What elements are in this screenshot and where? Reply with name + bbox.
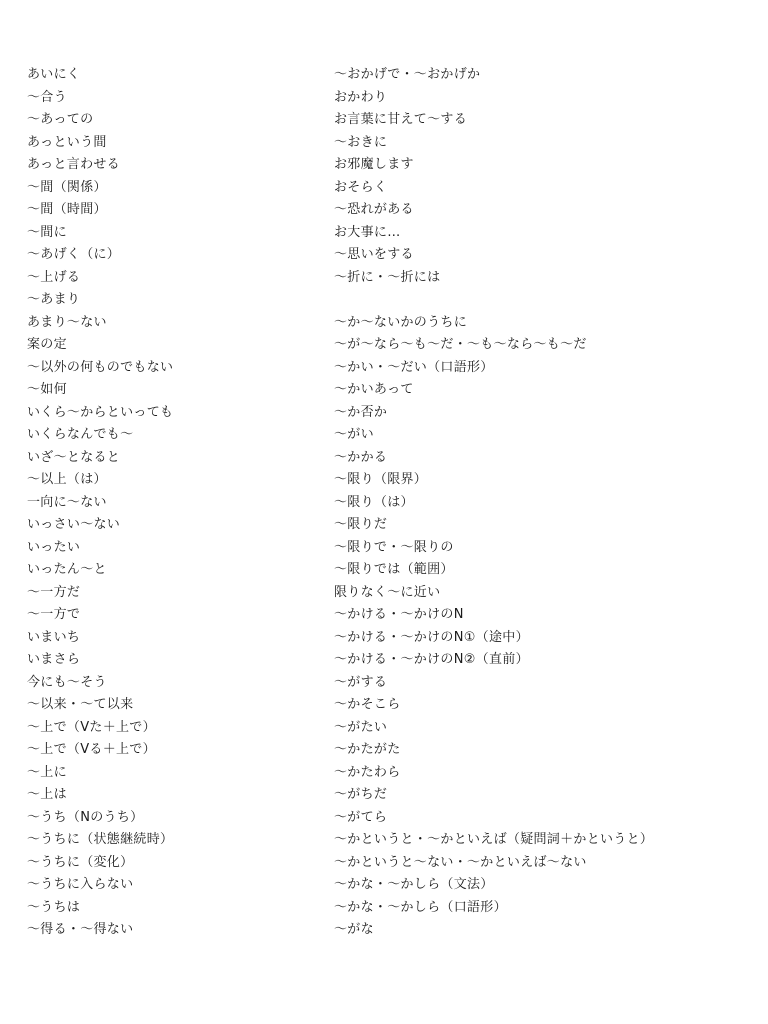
list-item: 〜上で（Vた＋上で）	[27, 719, 156, 735]
list-item: いざ〜となると	[27, 449, 121, 465]
list-item: 〜間（時間）	[27, 202, 107, 217]
list-item: 〜かというと〜ない・〜かといえば〜ない	[334, 854, 587, 870]
list-item: 〜かな・〜かしら（口語形）	[334, 899, 507, 915]
list-item: 〜うちに（変化）	[27, 854, 134, 870]
right-entry-list	[334, 64, 754, 942]
list-item: 〜が〜なら〜も〜だ・〜も〜なら〜も〜だ	[334, 337, 587, 352]
list-item: お邪魔します	[334, 157, 414, 172]
list-item: 〜間（関係）	[27, 179, 107, 195]
list-item: 〜かというと・〜かといえば（疑問詞＋かというと）	[334, 832, 654, 847]
list-item: 〜かたがた	[334, 742, 401, 757]
list-item: 〜以来・〜て以来	[27, 697, 134, 712]
list-item: 〜限り（限界）	[334, 472, 428, 487]
list-item: 〜がちだ	[334, 787, 388, 802]
list-item: 〜うちは	[27, 899, 81, 915]
list-item: 〜か〜ないかのうちに	[334, 314, 468, 330]
list-item: 〜上は	[27, 787, 67, 802]
list-item: いまさら	[27, 652, 81, 667]
list-item: あっという間	[27, 134, 107, 150]
list-item: 〜あっての	[27, 112, 94, 127]
list-item: 〜か否か	[334, 404, 388, 420]
list-item: いっさい〜ない	[27, 517, 121, 532]
left-entry-list	[27, 64, 317, 942]
list-item: 〜うち（Nのうち）	[27, 809, 144, 825]
list-item: いったん〜と	[27, 562, 107, 577]
list-item: 〜かいあって	[334, 382, 414, 397]
list-item: あいにく	[27, 67, 81, 82]
list-item: 〜恐れがある	[334, 202, 414, 217]
list-item: いったい	[27, 539, 81, 555]
list-item: 〜かける・〜かけのN	[334, 607, 464, 622]
list-item: 〜あまり	[27, 292, 81, 307]
list-item: 〜限りで・〜限りの	[334, 539, 454, 555]
list-item: 〜かかる	[334, 449, 388, 465]
list-item: 今にも〜そう	[27, 674, 107, 690]
list-item: 〜かそこら	[334, 697, 401, 712]
list-item: おそらく	[334, 179, 388, 195]
list-item: あっと言わせる	[27, 157, 120, 172]
list-item: 〜かな・〜かしら（文法）	[334, 877, 494, 892]
list-item: 〜限り（は）	[334, 494, 414, 510]
list-item: 〜折に・〜折には	[334, 269, 441, 285]
list-item: 〜かける・〜かけのN①（途中）	[334, 629, 529, 645]
list-item: 〜がする	[334, 674, 388, 690]
list-item: 〜如何	[27, 382, 67, 397]
list-item: 〜おきに	[334, 134, 388, 150]
list-item: 〜間に	[27, 224, 67, 240]
list-item: 〜おかげで・〜おかげか	[334, 67, 481, 82]
list-item: 〜限りでは（範囲）	[334, 562, 454, 577]
list-item: 〜一方で	[27, 607, 81, 622]
list-item: 〜上に	[27, 764, 67, 780]
list-item: おかわり	[334, 89, 388, 105]
list-item: 〜がい	[334, 427, 374, 442]
list-item: いくら〜からといっても	[27, 404, 174, 420]
list-item: 〜限りだ	[334, 517, 388, 532]
list-item: 一向に〜ない	[27, 494, 107, 510]
list-item: 〜得る・〜得ない	[27, 922, 134, 937]
list-item: 〜うちに入らない	[27, 877, 134, 892]
list-item: お言葉に甘えて〜する	[334, 112, 468, 127]
list-item: 案の定	[27, 337, 67, 352]
list-item: 〜思いをする	[334, 247, 414, 262]
list-item: 〜かける・〜かけのN②（直前）	[334, 652, 529, 667]
list-item: 〜一方だ	[27, 584, 81, 600]
list-item: 限りなく〜に近い	[334, 584, 441, 600]
list-item: いまいち	[27, 629, 81, 645]
list-item: 〜かい・〜だい（口語形）	[334, 359, 494, 375]
list-item: 〜うちに（状態継続時）	[27, 832, 174, 847]
list-item: 〜上げる	[27, 269, 81, 285]
list-item: あまり〜ない	[27, 314, 107, 330]
list-item: 〜かたわら	[334, 764, 401, 780]
list-item: 〜がたい	[334, 719, 388, 735]
list-item: 〜がな	[334, 922, 374, 937]
list-item: 〜以上（は）	[27, 472, 107, 487]
list-item: 〜がてら	[334, 809, 388, 825]
list-item: 〜以外の何ものでもない	[27, 359, 174, 375]
blank-line	[334, 289, 754, 312]
list-item: いくらなんでも〜	[27, 427, 134, 442]
list-item: 〜合う	[27, 89, 67, 105]
list-item: 〜あげく（に）	[27, 247, 121, 262]
list-item: 〜上で（Vる＋上で）	[27, 742, 156, 757]
list-item: お大事に…	[334, 224, 401, 240]
